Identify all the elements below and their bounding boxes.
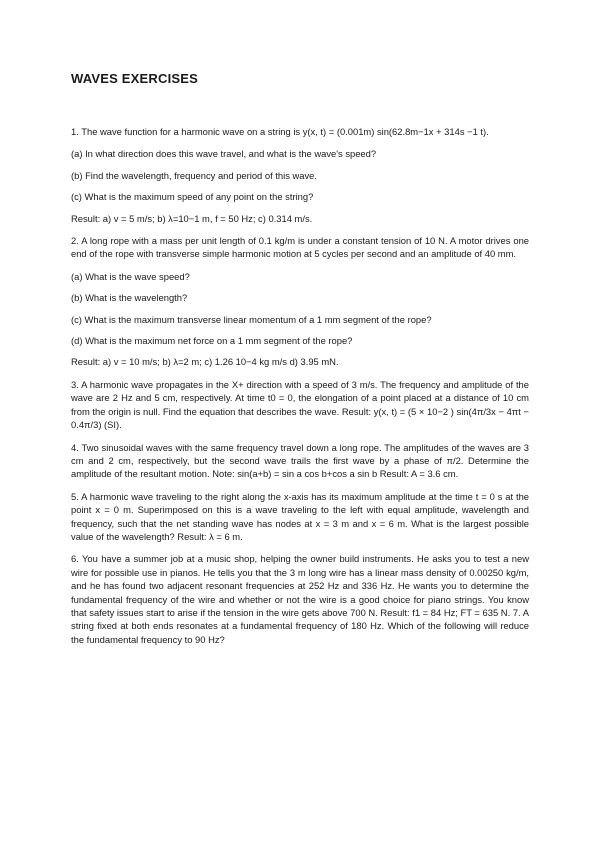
problem-2-part-d: (d) What is the maximum net force on a 1 mm segment of the rope? <box>71 335 353 347</box>
problem-2-part-b: (b) What is the wavelength? <box>71 292 188 304</box>
problem-1-part-b: (b) Find the wavelength, frequency and period of this wave. <box>71 169 317 181</box>
problem-2-result: Result: a) v = 10 m/s; b) λ=2 m; c) 1.26 10−4 kg m/s d) 3.95 mN. <box>71 356 339 368</box>
problem-2-part-c: (c) What is the maximum transverse linear momentum of a 1 mm segment of the rope? <box>71 313 432 325</box>
problem-1-statement: 1. The wave function for a harmonic wave on a string is y(x, t) = (0.001m) sin(62.8m−1x + 314s −1 t). <box>71 126 489 137</box>
document-body <box>71 125 529 655</box>
problem-1-result: Result: a) v = 5 m/s; b) λ=10−1 m, f = 50 Hz; c) 0.314 m/s. <box>71 212 313 224</box>
problem-6-and-7: 6. You have a summer job at a music shop, helping the owner build instruments. He asks you to test a new wire for possible use in pianos. He tells you that the 3 m long wire has a linear mass density of 0.00250 kg/m, and he has found two adjacent resonant frequencies at 252 Hz and 336 Hz. He wants you to determine the fundamental frequency of the wire and whether or not the wire is a good choice for piano strings. You know that safety issues start to arise if the tension in the wire gets above 700 N. Result: f1 = 84 Hz; FT = 635 N. 7. A string fixed at both ends resonates at a fundamental frequency of 180 Hz. Which of the following will reduce the fundamental frequency to 90 Hz? <box>71 553 529 645</box>
problem-5: 5. A harmonic wave traveling to the right along the x-axis has its maximum amplitude at the time t = 0 s at the point x = 0 m. Superimposed on this is a wave traveling to the left with equal amplitude, wavelength and frequency, such that the net standing wave has nodes at x = 3 m and x = 6 m. What is the largest possible value of the wavelength? Result: λ = 6 m. <box>71 490 529 542</box>
problem-1-part-a: (a) In what direction does this wave travel, and what is the wave's speed? <box>71 148 377 160</box>
problem-4: 4. Two sinusoidal waves with the same frequency travel down a long rope. The amplitudes of the waves are 3 cm and 2 cm, respectively, but the second wave trails the first wave by a phase of π/2. Determine the amplitude of the resultant motion. Note: sin(a+b) = sin a cos b+cos a sin b Result: A = 3.6 cm. <box>71 441 529 480</box>
page-title: WAVES EXERCISES <box>71 71 199 86</box>
problem-2-part-a: (a) What is the wave speed? <box>71 270 190 282</box>
problem-2-statement: 2. A long rope with a mass per unit length of 0.1 kg/m is under a constant tension of 10 N. A motor drives one end of the rope with transverse simple harmonic motion at 5 cycles per second and an amplitude of 40 mm. <box>71 235 529 260</box>
problem-3: 3. A harmonic wave propagates in the X+ direction with a speed of 3 m/s. The frequency and amplitude of the wave are 2 Hz and 5 cm, respectively. At time t0 = 0, the elongation of a point placed at a distance of 10 cm from the origin is null. Find the equation that describes the wave. Result: y(x, t) = (5 × 10−2 ) sin(4π/3x − 4πt − 0.4π/3) (SI). <box>71 378 529 431</box>
problem-1-part-c: (c) What is the maximum speed of any point on the string? <box>71 191 314 203</box>
